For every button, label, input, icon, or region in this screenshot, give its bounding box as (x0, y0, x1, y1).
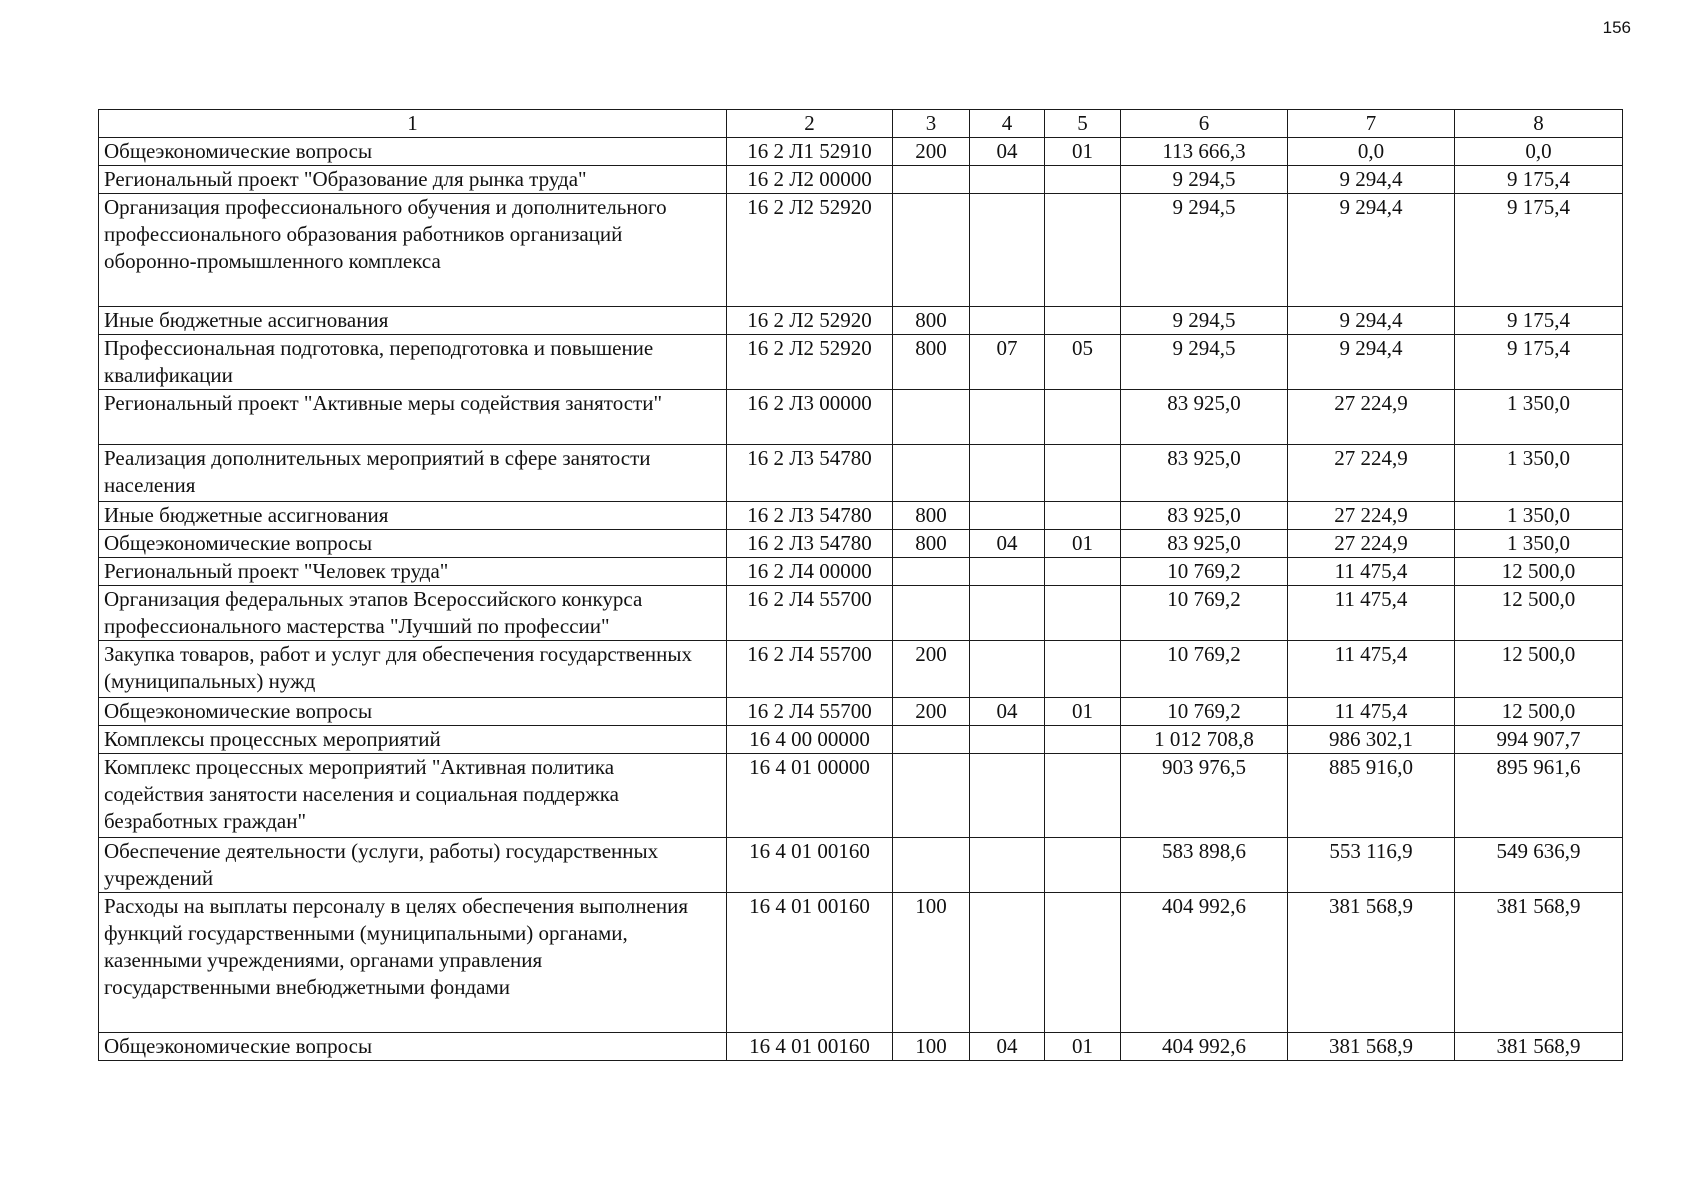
cell-amount-col6: 83 925,0 (1121, 502, 1288, 530)
cell-name: Закупка товаров, работ и услуг для обеспечения государственных (муниципальных) нужд (99, 641, 727, 698)
cell-name: Общеэкономические вопросы (99, 1033, 727, 1061)
cell-amount-col8: 381 568,9 (1455, 893, 1623, 1033)
table-row (99, 754, 1623, 838)
cell-amount-col6: 404 992,6 (1121, 1033, 1288, 1061)
cell-target-article: 16 2 Л2 52920 (727, 307, 893, 335)
cell-name: Региональный проект "Активные меры содействия занятости" (99, 390, 727, 445)
cell-name: Общеэкономические вопросы (99, 530, 727, 558)
cell-name: Комплексы процессных мероприятий (99, 726, 727, 754)
table-row (99, 586, 1623, 641)
cell-target-article: 16 2 Л3 54780 (727, 502, 893, 530)
header-row (99, 110, 1623, 138)
cell-name: Обеспечение деятельности (услуги, работы) государственных учреждений (99, 838, 727, 893)
table-row (99, 502, 1623, 530)
cell-subsection (1045, 390, 1121, 445)
cell-amount-col6: 10 769,2 (1121, 698, 1288, 726)
cell-expense-type: 800 (893, 530, 970, 558)
cell-amount-col8: 1 350,0 (1455, 445, 1623, 502)
cell-target-article: 16 4 01 00160 (727, 838, 893, 893)
cell-amount-col6: 113 666,3 (1121, 138, 1288, 166)
cell-subsection: 01 (1045, 1033, 1121, 1061)
cell-target-article: 16 2 Л3 54780 (727, 530, 893, 558)
cell-target-article: 16 2 Л2 00000 (727, 166, 893, 194)
table-row (99, 641, 1623, 698)
cell-section (970, 390, 1045, 445)
column-header-5: 5 (1045, 110, 1121, 138)
cell-target-article: 16 2 Л3 00000 (727, 390, 893, 445)
cell-subsection (1045, 838, 1121, 893)
cell-name: Общеэкономические вопросы (99, 138, 727, 166)
cell-amount-col7: 986 302,1 (1288, 726, 1455, 754)
cell-amount-col8: 1 350,0 (1455, 390, 1623, 445)
table-header (99, 110, 1623, 138)
cell-amount-col8: 381 568,9 (1455, 1033, 1623, 1061)
cell-section (970, 502, 1045, 530)
cell-subsection (1045, 893, 1121, 1033)
cell-subsection (1045, 726, 1121, 754)
cell-name: Иные бюджетные ассигнования (99, 307, 727, 335)
cell-subsection (1045, 558, 1121, 586)
cell-name: Общеэкономические вопросы (99, 698, 727, 726)
cell-amount-col7: 9 294,4 (1288, 166, 1455, 194)
cell-target-article: 16 4 01 00160 (727, 893, 893, 1033)
cell-name: Региональный проект "Человек труда" (99, 558, 727, 586)
cell-amount-col7: 0,0 (1288, 138, 1455, 166)
cell-expense-type: 800 (893, 335, 970, 390)
cell-name: Иные бюджетные ассигнования (99, 502, 727, 530)
cell-amount-col6: 83 925,0 (1121, 445, 1288, 502)
budget-table-body (99, 138, 1623, 1061)
cell-target-article: 16 2 Л4 55700 (727, 698, 893, 726)
cell-target-article: 16 2 Л2 52920 (727, 194, 893, 307)
cell-subsection (1045, 754, 1121, 838)
cell-amount-col6: 9 294,5 (1121, 194, 1288, 307)
cell-expense-type (893, 586, 970, 641)
cell-amount-col7: 11 475,4 (1288, 698, 1455, 726)
cell-section (970, 558, 1045, 586)
cell-expense-type (893, 445, 970, 502)
cell-amount-col7: 11 475,4 (1288, 641, 1455, 698)
cell-amount-col6: 83 925,0 (1121, 530, 1288, 558)
cell-name: Региональный проект "Образование для рынка труда" (99, 166, 727, 194)
cell-amount-col6: 10 769,2 (1121, 641, 1288, 698)
cell-name: Реализация дополнительных мероприятий в сфере занятости населения (99, 445, 727, 502)
cell-subsection: 01 (1045, 138, 1121, 166)
column-header-8: 8 (1455, 110, 1623, 138)
cell-section: 04 (970, 530, 1045, 558)
column-header-1: 1 (99, 110, 727, 138)
cell-section: 04 (970, 1033, 1045, 1061)
cell-amount-col7: 27 224,9 (1288, 502, 1455, 530)
cell-amount-col8: 12 500,0 (1455, 641, 1623, 698)
cell-subsection (1045, 641, 1121, 698)
cell-expense-type (893, 754, 970, 838)
table-row (99, 838, 1623, 893)
cell-amount-col8: 12 500,0 (1455, 558, 1623, 586)
cell-name: Расходы на выплаты персоналу в целях обеспечения выполнения функций государственными (муниципальными) органами, казенными учреждениями, органами управления государственными внебюджетными фондами (99, 893, 727, 1033)
cell-amount-col8: 1 350,0 (1455, 530, 1623, 558)
cell-subsection (1045, 307, 1121, 335)
cell-amount-col8: 0,0 (1455, 138, 1623, 166)
cell-name: Комплекс процессных мероприятий "Активная политика содействия занятости населения и социальная поддержка безработных граждан" (99, 754, 727, 838)
table-row (99, 726, 1623, 754)
cell-amount-col8: 12 500,0 (1455, 586, 1623, 641)
cell-target-article: 16 2 Л4 55700 (727, 586, 893, 641)
cell-name: Профессиональная подготовка, переподготовка и повышение квалификации (99, 335, 727, 390)
cell-target-article: 16 4 01 00160 (727, 1033, 893, 1061)
table-row (99, 390, 1623, 445)
cell-expense-type (893, 194, 970, 307)
cell-expense-type: 200 (893, 641, 970, 698)
cell-expense-type: 100 (893, 1033, 970, 1061)
table-row (99, 307, 1623, 335)
cell-amount-col6: 9 294,5 (1121, 307, 1288, 335)
cell-subsection (1045, 194, 1121, 307)
cell-target-article: 16 2 Л2 52920 (727, 335, 893, 390)
cell-subsection: 01 (1045, 530, 1121, 558)
cell-section (970, 838, 1045, 893)
cell-amount-col8: 9 175,4 (1455, 335, 1623, 390)
table-row (99, 530, 1623, 558)
cell-section (970, 586, 1045, 641)
cell-amount-col7: 11 475,4 (1288, 586, 1455, 641)
table-row (99, 558, 1623, 586)
cell-amount-col8: 1 350,0 (1455, 502, 1623, 530)
column-header-4: 4 (970, 110, 1045, 138)
cell-expense-type (893, 390, 970, 445)
column-header-2: 2 (727, 110, 893, 138)
cell-amount-col7: 381 568,9 (1288, 893, 1455, 1033)
cell-amount-col6: 903 976,5 (1121, 754, 1288, 838)
cell-amount-col8: 9 175,4 (1455, 307, 1623, 335)
cell-section (970, 893, 1045, 1033)
cell-expense-type: 800 (893, 307, 970, 335)
cell-subsection (1045, 586, 1121, 641)
cell-amount-col6: 1 012 708,8 (1121, 726, 1288, 754)
cell-expense-type (893, 558, 970, 586)
cell-section: 07 (970, 335, 1045, 390)
cell-target-article: 16 4 00 00000 (727, 726, 893, 754)
cell-amount-col6: 583 898,6 (1121, 838, 1288, 893)
cell-amount-col8: 895 961,6 (1455, 754, 1623, 838)
cell-subsection (1045, 502, 1121, 530)
cell-expense-type: 800 (893, 502, 970, 530)
cell-expense-type (893, 838, 970, 893)
cell-expense-type: 100 (893, 893, 970, 1033)
cell-section (970, 307, 1045, 335)
cell-subsection (1045, 445, 1121, 502)
table-row (99, 335, 1623, 390)
column-header-3: 3 (893, 110, 970, 138)
cell-amount-col7: 9 294,4 (1288, 307, 1455, 335)
cell-section (970, 166, 1045, 194)
cell-target-article: 16 2 Л4 55700 (727, 641, 893, 698)
column-header-7: 7 (1288, 110, 1455, 138)
cell-subsection: 01 (1045, 698, 1121, 726)
cell-subsection: 05 (1045, 335, 1121, 390)
cell-amount-col7: 885 916,0 (1288, 754, 1455, 838)
page-number: 156 (1602, 18, 1631, 37)
budget-table (98, 109, 1623, 1061)
cell-target-article: 16 2 Л3 54780 (727, 445, 893, 502)
table-row (99, 138, 1623, 166)
cell-amount-col8: 9 175,4 (1455, 194, 1623, 307)
table-row (99, 194, 1623, 307)
cell-subsection (1045, 166, 1121, 194)
cell-amount-col7: 9 294,4 (1288, 194, 1455, 307)
column-header-6: 6 (1121, 110, 1288, 138)
table-row (99, 166, 1623, 194)
cell-section: 04 (970, 698, 1045, 726)
cell-amount-col7: 27 224,9 (1288, 390, 1455, 445)
cell-target-article: 16 4 01 00000 (727, 754, 893, 838)
cell-amount-col8: 9 175,4 (1455, 166, 1623, 194)
table-row (99, 1033, 1623, 1061)
cell-amount-col8: 12 500,0 (1455, 698, 1623, 726)
cell-amount-col6: 9 294,5 (1121, 335, 1288, 390)
cell-amount-col7: 11 475,4 (1288, 558, 1455, 586)
cell-amount-col6: 10 769,2 (1121, 558, 1288, 586)
cell-expense-type: 200 (893, 138, 970, 166)
table-row (99, 698, 1623, 726)
table-row (99, 445, 1623, 502)
cell-amount-col7: 381 568,9 (1288, 1033, 1455, 1061)
cell-amount-col7: 27 224,9 (1288, 445, 1455, 502)
cell-target-article: 16 2 Л1 52910 (727, 138, 893, 166)
cell-name: Организация профессионального обучения и дополнительного профессионального образования работников организаций оборонно-промышленного комплекса (99, 194, 727, 307)
cell-expense-type (893, 726, 970, 754)
table-row (99, 893, 1623, 1033)
cell-section (970, 445, 1045, 502)
cell-amount-col7: 27 224,9 (1288, 530, 1455, 558)
cell-section: 04 (970, 138, 1045, 166)
cell-amount-col6: 9 294,5 (1121, 166, 1288, 194)
cell-section (970, 726, 1045, 754)
cell-name: Организация федеральных этапов Всероссийского конкурса профессионального мастерства "Лучший по профессии" (99, 586, 727, 641)
cell-amount-col6: 404 992,6 (1121, 893, 1288, 1033)
cell-amount-col8: 994 907,7 (1455, 726, 1623, 754)
cell-section (970, 641, 1045, 698)
cell-amount-col7: 9 294,4 (1288, 335, 1455, 390)
cell-amount-col7: 553 116,9 (1288, 838, 1455, 893)
cell-amount-col6: 10 769,2 (1121, 586, 1288, 641)
cell-expense-type (893, 166, 970, 194)
cell-amount-col8: 549 636,9 (1455, 838, 1623, 893)
cell-section (970, 754, 1045, 838)
cell-amount-col6: 83 925,0 (1121, 390, 1288, 445)
cell-section (970, 194, 1045, 307)
cell-target-article: 16 2 Л4 00000 (727, 558, 893, 586)
cell-expense-type: 200 (893, 698, 970, 726)
